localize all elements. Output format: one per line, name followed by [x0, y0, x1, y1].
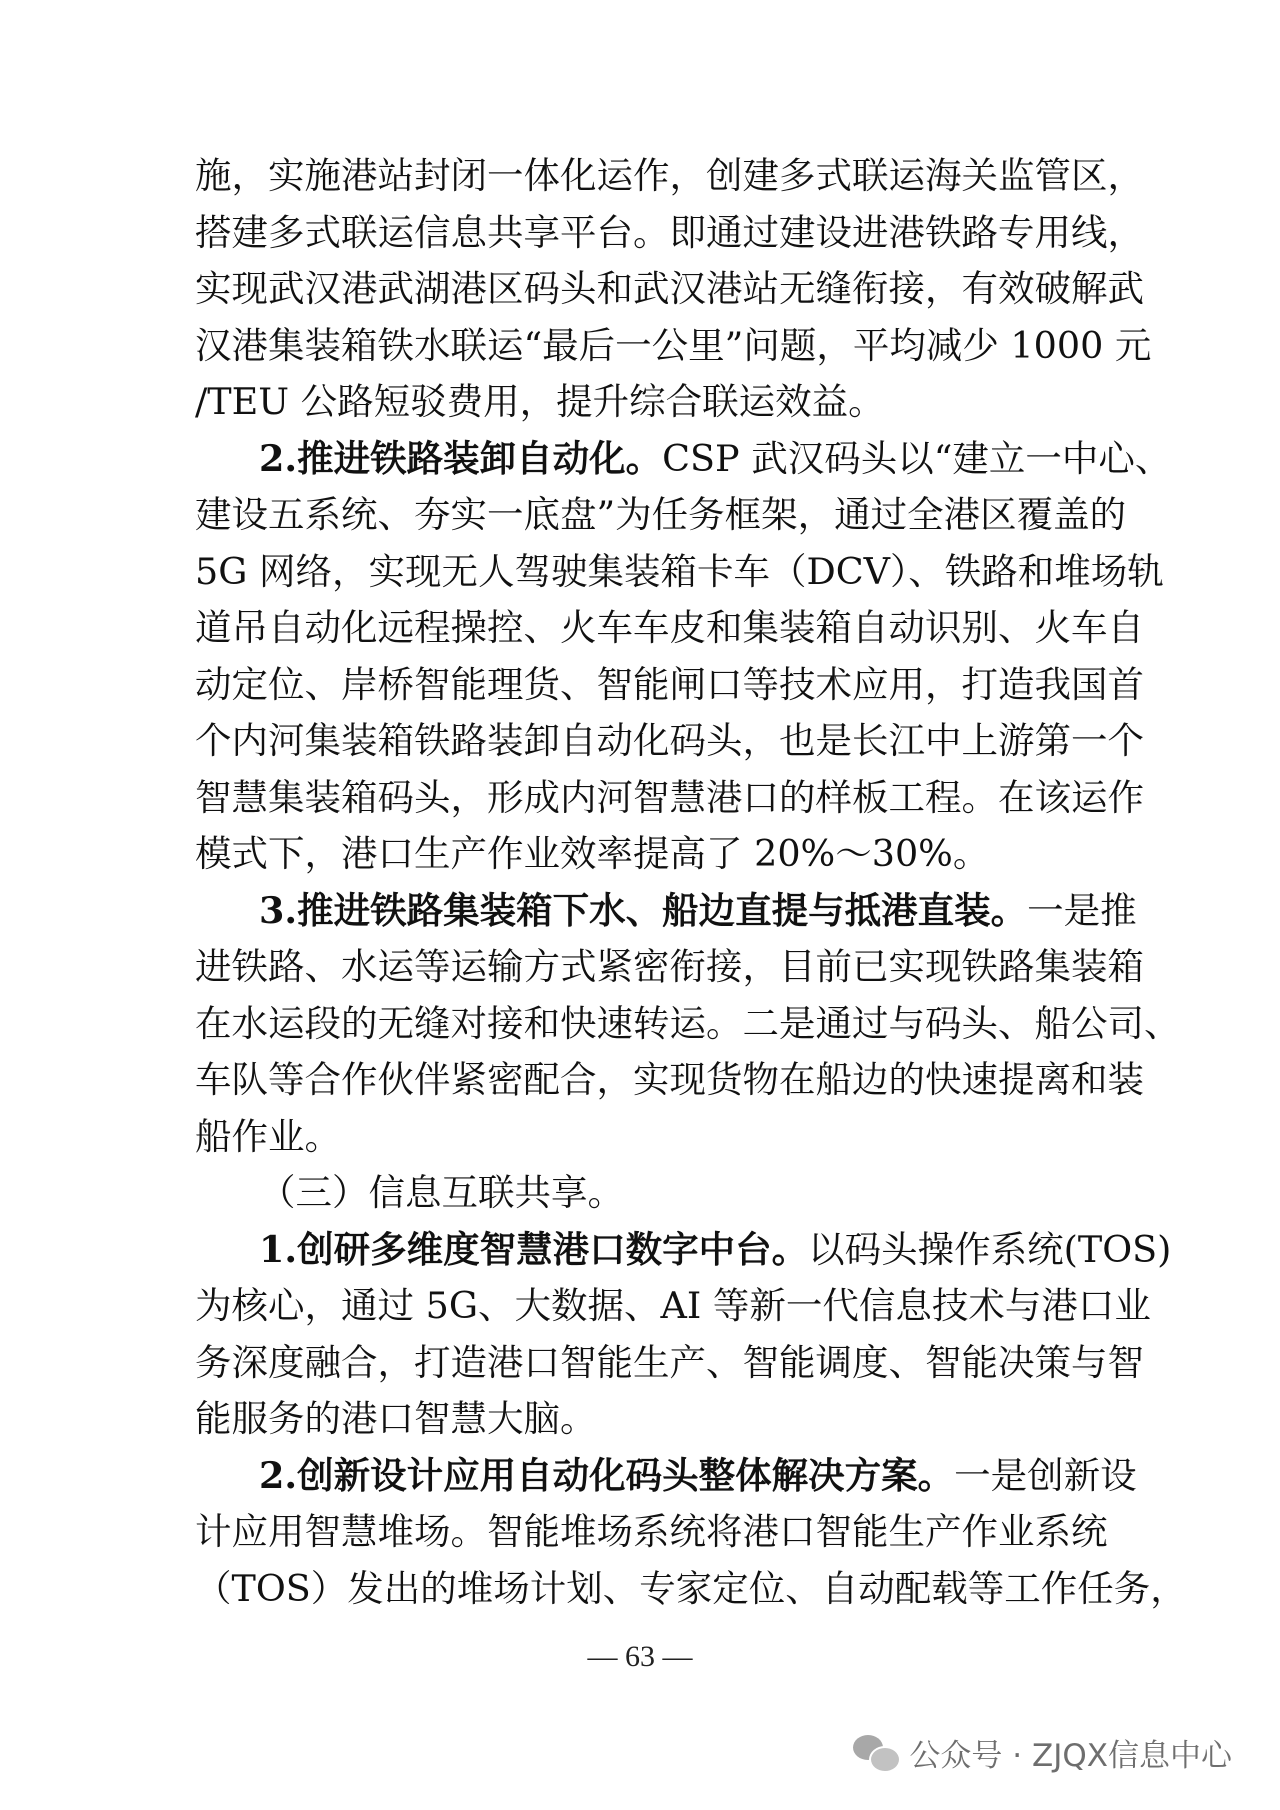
- text-line: （TOS）发出的堆场计划、专家定位、自动配载等工作任务，: [195, 1566, 1187, 1610]
- text-line: 为核心，通过 5G、大数据、AI 等新一代信息技术与港口业: [195, 1284, 1151, 1327]
- section-heading: 2.创新设计应用自动化码头整体解决方案。: [259, 1453, 955, 1497]
- text-line: 智慧集装箱码头，形成内河智慧港口的样板工程。在该运作: [195, 775, 1144, 819]
- text-line: 实现武汉港武湖港区码头和武汉港站无缝衔接，有效破解武: [195, 267, 1144, 310]
- section-heading: 3.推进铁路集装箱下水、船边直提与抵港直装。: [259, 888, 1028, 932]
- text-line: 动定位、岸桥智能理货、智能闸口等技术应用，打造我国首: [195, 662, 1144, 706]
- text-run: 以码头操作系统(TOS): [808, 1227, 1172, 1271]
- text-run: 一是推: [1027, 888, 1137, 932]
- text-run: CSP 武汉码头以“建立一中心、: [662, 436, 1172, 480]
- text-line: 个内河集装箱铁路装卸自动化码头，也是长江中上游第一个: [195, 719, 1144, 762]
- text-line: 车队等合作伙伴紧密配合，实现货物在船边的快速提离和装: [195, 1058, 1144, 1101]
- text-line: 搭建多式联运信息共享平台。即通过建设进港铁路专用线，: [195, 210, 1144, 254]
- text-line: 汉港集装箱铁水联运“最后一公里”问题，平均减少 1000 元: [195, 323, 1152, 367]
- text-line: 5G 网络，实现无人驾驶集装箱卡车（DCV）、铁路和堆场轨: [195, 549, 1164, 593]
- document-body: [195, 148, 1187, 1617]
- text-line: 施，实施港站封闭一体化运作，创建多式联运海关监管区，: [195, 154, 1144, 197]
- watermark: [853, 1730, 1232, 1775]
- text-line: /TEU 公路短驳费用，提升综合联运效益。: [195, 380, 885, 423]
- text-line: 进铁路、水运等运输方式紧密衔接，目前已实现铁路集装箱: [195, 945, 1144, 988]
- text-line: 建设五系统、夯实一底盘”为任务框架，通过全港区覆盖的: [195, 493, 1127, 536]
- text-line: 道吊自动化远程操控、火车车皮和集装箱自动识别、火车自: [195, 606, 1144, 649]
- text-line: [195, 1448, 1137, 1505]
- text-line: 模式下，港口生产作业效率提高了 20%～30%。: [195, 832, 990, 875]
- text-line: 船作业。: [195, 1114, 341, 1158]
- subsection-title: （三）信息互联共享。: [259, 1171, 624, 1214]
- text-line: [195, 883, 1137, 940]
- page-number: — 63 —: [587, 1640, 693, 1673]
- watermark-text: 公众号 · ZJQX信息中心: [909, 1738, 1232, 1774]
- text-line: 能服务的港口智慧大脑。: [195, 1397, 597, 1440]
- text-line: [195, 1222, 1172, 1279]
- section-heading: 2.推进铁路装卸自动化。: [259, 436, 663, 480]
- text-line: 务深度融合，打造港口智能生产、智能调度、智能决策与智: [195, 1340, 1144, 1384]
- text-line: 在水运段的无缝对接和快速转运。二是通过与码头、船公司、: [195, 1001, 1181, 1045]
- wechat-icon: [853, 1733, 899, 1773]
- text-run: 一是创新设: [954, 1453, 1137, 1497]
- text-line: [195, 431, 1172, 488]
- text-line: 计应用智慧堆场。智能堆场系统将港口智能生产作业系统: [195, 1510, 1108, 1553]
- section-heading: 1.创研多维度智慧港口数字中台。: [259, 1227, 809, 1271]
